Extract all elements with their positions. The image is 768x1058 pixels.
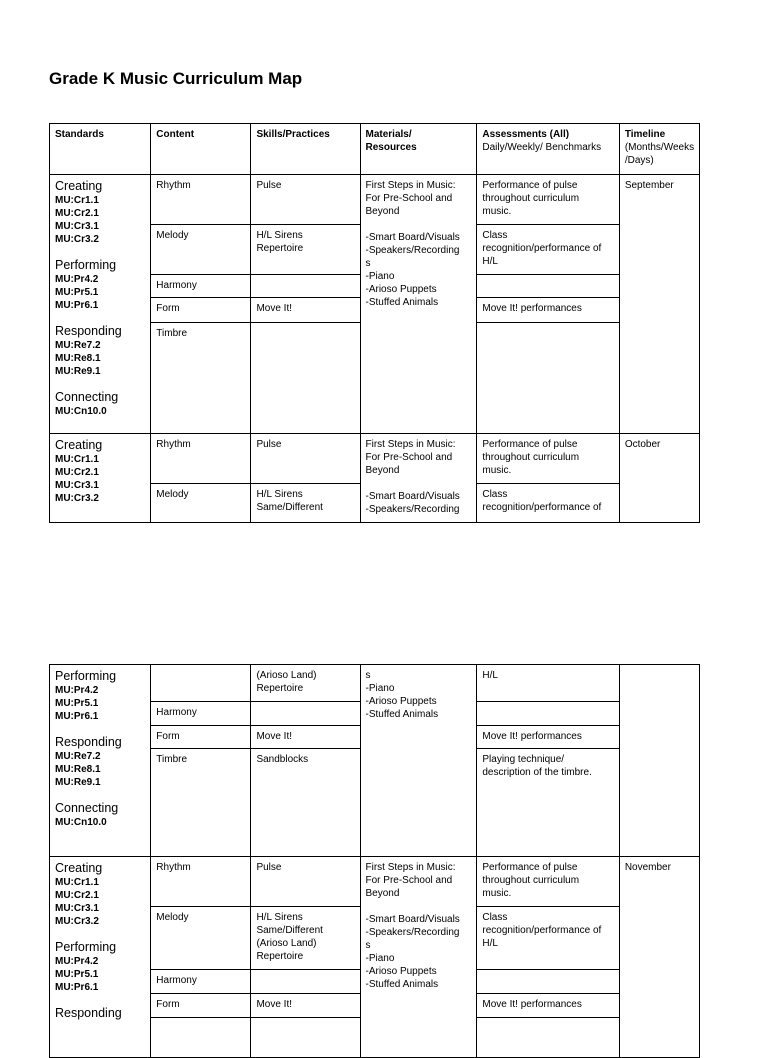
materials-list: -Smart Board/Visuals -Speakers/Recording s -Piano -Arioso Puppets -Stuffed Animals <box>365 914 460 990</box>
skills-cell: (Arioso Land) Repertoire <box>251 665 360 702</box>
content-cell: Harmony <box>151 970 251 994</box>
content-cell: Form <box>151 994 251 1018</box>
assessment-cell: H/L <box>477 665 619 702</box>
standard-code: MU:Cr3.2 <box>55 234 99 245</box>
skills-cell: Move It! <box>251 994 360 1018</box>
table-row <box>50 665 700 702</box>
standard-code: MU:Cr1.1 <box>55 454 99 465</box>
standard-heading: Creating <box>55 438 103 452</box>
standards-cell <box>50 665 151 857</box>
standards-cell <box>50 857 151 1058</box>
assessment-cell: Playing technique/ description of the timbre. <box>477 749 619 857</box>
materials-book: First Steps in Music: For Pre-School and Beyond <box>365 862 456 899</box>
content-cell: Timbre <box>151 749 251 857</box>
standard-code: MU:Pr5.1 <box>55 969 99 980</box>
header-timeline-sub: (Months/Weeks /Days) <box>624 142 695 166</box>
header-timeline-label: Timeline <box>624 129 666 140</box>
standard-code: MU:Cn10.0 <box>55 817 107 828</box>
assessment-cell: Move It! performances <box>477 298 619 323</box>
standards-cell <box>50 434 151 523</box>
assessment-cell: Move It! performances <box>477 726 619 749</box>
header-row <box>50 124 700 175</box>
content-cell: Melody <box>151 907 251 970</box>
standard-group-responding <box>55 1006 145 1021</box>
content-cell: Form <box>151 726 251 749</box>
skills-cell <box>251 702 360 726</box>
skills-cell: H/L Sirens Same/Different <box>251 484 360 523</box>
standard-code: MU:Pr6.1 <box>55 711 99 722</box>
standard-group-responding <box>55 735 145 789</box>
materials-list: s -Piano -Arioso Puppets -Stuffed Animals <box>360 665 477 857</box>
header-timeline <box>619 124 699 175</box>
assessment-cell <box>477 702 619 726</box>
standard-group-performing <box>55 258 145 312</box>
assessment-cell: Performance of pulse throughout curriculum music. <box>477 434 619 484</box>
standard-heading: Creating <box>55 179 103 193</box>
content-cell: Harmony <box>151 702 251 726</box>
skills-cell: Pulse <box>251 175 360 225</box>
standard-group-creating <box>55 438 145 505</box>
materials-list: -Smart Board/Visuals -Speakers/Recording <box>365 491 460 515</box>
standard-code: MU:Cn10.0 <box>55 406 107 417</box>
standard-code: MU:Pr6.1 <box>55 300 99 311</box>
standard-heading: Performing <box>55 940 117 954</box>
skills-cell <box>251 323 360 434</box>
standard-group-connecting <box>55 801 145 829</box>
timeline-cell: October <box>619 434 699 523</box>
standard-heading: Creating <box>55 861 103 875</box>
materials-cell <box>360 175 477 434</box>
timeline-cell <box>619 665 699 857</box>
skills-cell: H/L Sirens Repertoire <box>251 225 360 275</box>
standard-code: MU:Cr2.1 <box>55 208 99 219</box>
assessment-cell <box>477 323 619 434</box>
curriculum-table-page-1 <box>49 123 700 523</box>
standard-group-responding <box>55 324 145 378</box>
standard-code: MU:Re9.1 <box>55 777 101 788</box>
assessment-cell <box>477 275 619 298</box>
materials-list: -Smart Board/Visuals -Speakers/Recording s -Piano -Arioso Puppets -Stuffed Animals <box>365 232 460 308</box>
materials-cell <box>360 857 477 1058</box>
skills-cell: Sandblocks <box>251 749 360 857</box>
header-content: Content <box>151 124 251 175</box>
timeline-cell: September <box>619 175 699 434</box>
table-row <box>50 857 700 907</box>
standard-code: MU:Cr2.1 <box>55 890 99 901</box>
standard-heading: Responding <box>55 735 122 749</box>
skills-cell <box>251 275 360 298</box>
skills-cell <box>251 970 360 994</box>
standard-code: MU:Pr6.1 <box>55 982 99 993</box>
content-cell: Form <box>151 298 251 323</box>
content-cell: Harmony <box>151 275 251 298</box>
table-row <box>50 434 700 484</box>
standard-group-creating <box>55 179 145 246</box>
standard-code: MU:Cr3.1 <box>55 221 99 232</box>
standard-code: MU:Pr5.1 <box>55 287 99 298</box>
standard-code: MU:Re8.1 <box>55 353 101 364</box>
materials-book: First Steps in Music: For Pre-School and Beyond <box>365 439 456 476</box>
standard-code: MU:Cr3.1 <box>55 903 99 914</box>
assessment-cell <box>477 970 619 994</box>
skills-cell: Pulse <box>251 857 360 907</box>
content-cell: Melody <box>151 484 251 523</box>
header-assessments <box>477 124 619 175</box>
table-row <box>50 175 700 225</box>
page-title: Grade K Music Curriculum Map <box>49 69 303 88</box>
standard-group-creating <box>55 861 145 928</box>
header-skills: Skills/Practices <box>251 124 360 175</box>
assessment-cell: Class recognition/performance of <box>477 484 619 523</box>
content-cell: Rhythm <box>151 175 251 225</box>
standard-code: MU:Re7.2 <box>55 340 101 351</box>
standard-heading: Connecting <box>55 390 119 404</box>
materials-cell <box>360 434 477 523</box>
standards-cell <box>50 175 151 434</box>
standard-heading: Responding <box>55 1006 122 1020</box>
standard-code: MU:Pr5.1 <box>55 698 99 709</box>
standard-code: MU:Re7.2 <box>55 751 101 762</box>
standard-group-performing <box>55 669 145 723</box>
assessment-cell: Move It! performances <box>477 994 619 1018</box>
content-cell: Rhythm <box>151 434 251 484</box>
standard-code: MU:Cr3.2 <box>55 916 99 927</box>
standard-code: MU:Pr4.2 <box>55 274 99 285</box>
skills-cell: Move It! <box>251 298 360 323</box>
standard-code: MU:Cr2.1 <box>55 467 99 478</box>
standard-group-performing <box>55 940 145 994</box>
header-assessments-label: Assessments (All) <box>482 129 570 140</box>
materials-book: First Steps in Music: For Pre-School and Beyond <box>365 180 456 217</box>
assessment-cell: Performance of pulse throughout curriculum music. <box>477 857 619 907</box>
content-cell <box>151 665 251 702</box>
skills-cell: Pulse <box>251 434 360 484</box>
content-cell: Rhythm <box>151 857 251 907</box>
standard-code: MU:Re8.1 <box>55 764 101 775</box>
assessment-cell: Class recognition/performance of H/L <box>477 225 619 275</box>
standard-heading: Performing <box>55 258 117 272</box>
standard-group-connecting <box>55 390 145 418</box>
standard-code: MU:Re9.1 <box>55 366 101 377</box>
assessment-cell: Performance of pulse throughout curriculum music. <box>477 175 619 225</box>
standard-code: MU:Cr3.1 <box>55 480 99 491</box>
standard-code: MU:Cr3.2 <box>55 493 99 504</box>
standard-heading: Performing <box>55 669 117 683</box>
content-cell: Melody <box>151 225 251 275</box>
standard-code: MU:Cr1.1 <box>55 195 99 206</box>
timeline-cell: November <box>619 857 699 1058</box>
standard-code: MU:Cr1.1 <box>55 877 99 888</box>
header-assessments-sub: Daily/Weekly/ Benchmarks <box>482 142 602 153</box>
standard-heading: Connecting <box>55 801 119 815</box>
assessment-cell: Class recognition/performance of H/L <box>477 907 619 970</box>
skills-cell: H/L Sirens Same/Different (Arioso Land) Repertoire <box>251 907 360 970</box>
skills-cell: Move It! <box>251 726 360 749</box>
standard-heading: Responding <box>55 324 122 338</box>
content-cell: Timbre <box>151 323 251 434</box>
standard-code: MU:Pr4.2 <box>55 956 99 967</box>
curriculum-table-page-2 <box>49 664 700 1058</box>
header-materials: Materials/ Resources <box>360 124 477 175</box>
header-standards: Standards <box>50 124 151 175</box>
standard-code: MU:Pr4.2 <box>55 685 99 696</box>
